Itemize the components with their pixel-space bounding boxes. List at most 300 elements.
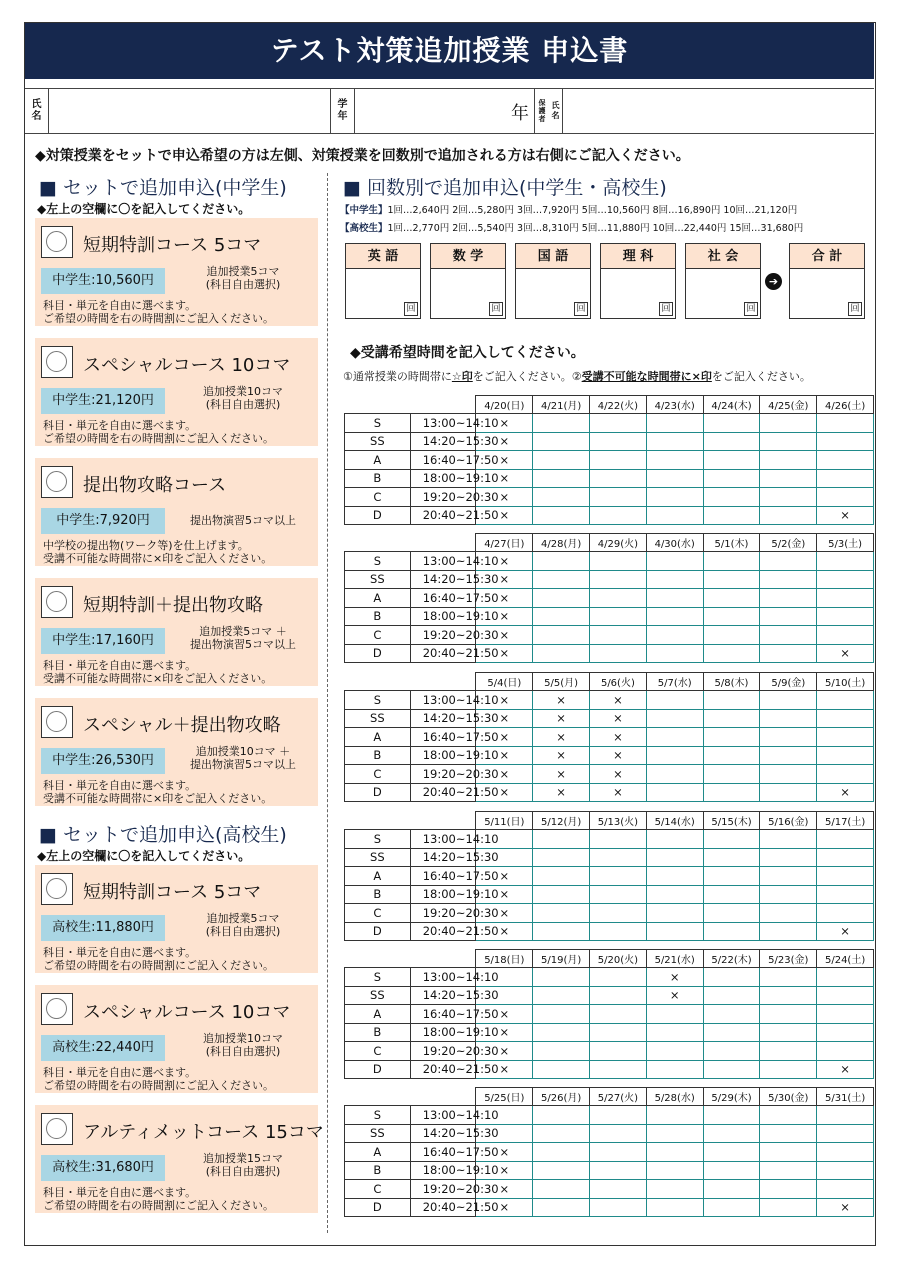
schedule-cell[interactable] (533, 830, 590, 849)
schedule-cell[interactable] (590, 1060, 647, 1079)
schedule-cell[interactable] (533, 626, 590, 645)
schedule-cell[interactable]: × (476, 626, 533, 645)
schedule-cell[interactable]: × (533, 765, 590, 784)
schedule-cell[interactable] (590, 848, 647, 867)
schedule-cell[interactable] (590, 885, 647, 904)
schedule-cell[interactable] (590, 1042, 647, 1061)
schedule-cell[interactable] (646, 1106, 703, 1125)
schedule-cell[interactable] (817, 1042, 874, 1061)
schedule-cell[interactable] (533, 1023, 590, 1042)
schedule-cell[interactable] (646, 885, 703, 904)
schedule-cell[interactable] (760, 1124, 817, 1143)
schedule-cell[interactable]: × (817, 783, 874, 802)
schedule-cell[interactable] (760, 783, 817, 802)
schedule-cell[interactable] (703, 1042, 760, 1061)
schedule-cell[interactable] (817, 904, 874, 923)
schedule-cell[interactable] (760, 885, 817, 904)
schedule-cell[interactable] (817, 414, 874, 433)
schedule-cell[interactable]: × (476, 1005, 533, 1024)
subject-count-box[interactable] (685, 243, 761, 319)
slot-time: 13:00~14:10 (410, 968, 476, 987)
schedule-cell[interactable] (760, 986, 817, 1005)
schedule-cell[interactable] (760, 414, 817, 433)
subject-count-box[interactable] (345, 243, 421, 319)
schedule-cell[interactable] (533, 1124, 590, 1143)
jh-set-heading: ■ セットで追加申込(中学生) (39, 177, 287, 199)
schedule-cell[interactable] (817, 626, 874, 645)
slot-code: C (345, 488, 411, 507)
course-select-box[interactable] (41, 586, 73, 618)
schedule-cell[interactable] (646, 414, 703, 433)
schedule-cell[interactable] (533, 1042, 590, 1061)
schedule-cell[interactable] (817, 765, 874, 784)
schedule-cell[interactable]: × (476, 414, 533, 433)
schedule-cell[interactable] (703, 1198, 760, 1217)
slot-code: D (345, 644, 411, 663)
schedule-cell[interactable] (760, 1198, 817, 1217)
slot-time: 20:40~21:50 (410, 1060, 476, 1079)
schedule-cell[interactable] (817, 1161, 874, 1180)
schedule-cell[interactable]: × (476, 765, 533, 784)
schedule-cell[interactable]: × (476, 589, 533, 608)
week-schedule-table (344, 533, 874, 663)
schedule-cell[interactable] (760, 451, 817, 470)
schedule-cell[interactable] (533, 1161, 590, 1180)
schedule-cell[interactable] (760, 1060, 817, 1079)
schedule-cell[interactable]: × (476, 1060, 533, 1079)
schedule-cell[interactable]: × (646, 986, 703, 1005)
course-select-box[interactable] (41, 466, 73, 498)
schedule-cell[interactable] (646, 830, 703, 849)
schedule-cell[interactable] (590, 1005, 647, 1024)
subject-label: 英 語 (346, 244, 420, 269)
schedule-cell[interactable] (646, 922, 703, 941)
schedule-cell[interactable] (817, 469, 874, 488)
slot-code: C (345, 904, 411, 923)
slot-code: B (345, 607, 411, 626)
schedule-cell[interactable] (703, 765, 760, 784)
time-slot-row (345, 1180, 874, 1199)
schedule-cell[interactable] (590, 626, 647, 645)
schedule-cell[interactable] (760, 746, 817, 765)
course-card (35, 218, 318, 326)
schedule-cell[interactable] (590, 570, 647, 589)
schedule-cell[interactable] (590, 1023, 647, 1042)
schedule-cell[interactable]: × (476, 570, 533, 589)
schedule-cell[interactable] (646, 867, 703, 886)
schedule-cell[interactable] (760, 552, 817, 571)
schedule-cell[interactable] (646, 1161, 703, 1180)
subject-count-box[interactable] (515, 243, 591, 319)
schedule-cell[interactable] (817, 607, 874, 626)
subject-count-box[interactable] (430, 243, 506, 319)
schedule-cell[interactable] (646, 506, 703, 525)
schedule-cell[interactable] (760, 1023, 817, 1042)
schedule-cell[interactable]: × (476, 728, 533, 747)
schedule-cell[interactable] (760, 830, 817, 849)
subject-count-box[interactable] (600, 243, 676, 319)
course-select-box[interactable] (41, 706, 73, 738)
schedule-cell[interactable]: × (590, 709, 647, 728)
schedule-cell[interactable] (646, 904, 703, 923)
schedule-cell[interactable] (533, 1198, 590, 1217)
schedule-cell[interactable] (590, 414, 647, 433)
schedule-cell[interactable] (646, 570, 703, 589)
schedule-cell[interactable]: × (533, 728, 590, 747)
course-name: 短期特訓コース 5コマ (83, 882, 262, 903)
schedule-cell[interactable] (703, 1180, 760, 1199)
schedule-cell[interactable] (646, 432, 703, 451)
schedule-cell[interactable]: × (476, 506, 533, 525)
grade-field[interactable] (355, 89, 535, 133)
schedule-cell[interactable] (760, 922, 817, 941)
schedule-cell[interactable] (646, 1005, 703, 1024)
slot-time: 13:00~14:10 (410, 1106, 476, 1125)
day-header: 4/28(月) (533, 534, 590, 552)
schedule-cell[interactable] (533, 607, 590, 626)
slot-time: 14:20~15:30 (410, 848, 476, 867)
schedule-cell[interactable] (590, 904, 647, 923)
schedule-cell[interactable]: × (476, 488, 533, 507)
schedule-cell[interactable]: × (817, 644, 874, 663)
schedule-cell[interactable] (533, 1060, 590, 1079)
schedule-cell[interactable] (590, 867, 647, 886)
schedule-cell[interactable] (817, 552, 874, 571)
schedule-cell[interactable] (533, 867, 590, 886)
schedule-cell[interactable] (533, 552, 590, 571)
course-card (35, 698, 318, 806)
schedule-cell[interactable] (817, 1143, 874, 1162)
schedule-cell[interactable] (817, 1124, 874, 1143)
schedule-cell[interactable] (646, 607, 703, 626)
schedule-cell[interactable] (760, 848, 817, 867)
schedule-cell[interactable] (590, 552, 647, 571)
schedule-cell[interactable] (703, 488, 760, 507)
slot-code: A (345, 728, 411, 747)
week-schedule-table (344, 395, 874, 525)
schedule-cell[interactable] (817, 1106, 874, 1125)
total-count-box[interactable] (789, 243, 865, 319)
schedule-cell[interactable] (533, 1180, 590, 1199)
schedule-cell[interactable]: × (476, 1042, 533, 1061)
schedule-cell[interactable] (590, 506, 647, 525)
schedule-cell[interactable] (703, 552, 760, 571)
schedule-cell[interactable] (703, 1161, 760, 1180)
schedule-cell[interactable] (703, 570, 760, 589)
schedule-cell[interactable] (646, 765, 703, 784)
schedule-cell[interactable]: × (476, 922, 533, 941)
schedule-cell[interactable] (760, 765, 817, 784)
schedule-cell[interactable] (760, 709, 817, 728)
schedule-cell[interactable] (817, 432, 874, 451)
schedule-cell[interactable] (646, 469, 703, 488)
schedule-cell[interactable] (760, 1161, 817, 1180)
schedule-cell[interactable]: × (476, 607, 533, 626)
schedule-cell[interactable] (760, 867, 817, 886)
schedule-cell[interactable] (646, 848, 703, 867)
schedule-cell[interactable]: × (476, 1143, 533, 1162)
schedule-cell[interactable] (760, 968, 817, 987)
schedule-cell[interactable] (703, 885, 760, 904)
day-header: 4/30(水) (646, 534, 703, 552)
slot-time: 18:00~19:10 (410, 746, 476, 765)
schedule-cell[interactable] (760, 626, 817, 645)
schedule-cell[interactable] (703, 968, 760, 987)
schedule-cell[interactable] (533, 469, 590, 488)
schedule-cell[interactable]: × (817, 506, 874, 525)
schedule-cell[interactable] (703, 830, 760, 849)
schedule-cell[interactable] (590, 1143, 647, 1162)
schedule-cell[interactable] (533, 922, 590, 941)
schedule-cell[interactable] (590, 451, 647, 470)
slot-code: B (345, 746, 411, 765)
schedule-cell[interactable]: × (533, 746, 590, 765)
schedule-cell[interactable] (533, 506, 590, 525)
schedule-cell[interactable] (646, 728, 703, 747)
schedule-cell[interactable] (646, 488, 703, 507)
schedule-cell[interactable]: × (476, 885, 533, 904)
schedule-cell[interactable] (703, 469, 760, 488)
schedule-cell[interactable] (590, 469, 647, 488)
schedule-cell[interactable] (533, 451, 590, 470)
schedule-cell[interactable] (703, 867, 760, 886)
schedule-cell[interactable] (817, 589, 874, 608)
schedule-cell[interactable] (703, 506, 760, 525)
schedule-cell[interactable] (590, 432, 647, 451)
schedule-cell[interactable] (646, 451, 703, 470)
schedule-cell[interactable] (817, 1180, 874, 1199)
schedule-cell[interactable] (703, 1023, 760, 1042)
schedule-cell[interactable] (760, 691, 817, 710)
schedule-cell[interactable] (533, 589, 590, 608)
schedule-cell[interactable]: × (476, 783, 533, 802)
schedule-cell[interactable] (817, 867, 874, 886)
schedule-cell[interactable]: × (476, 867, 533, 886)
schedule-cell[interactable] (760, 1106, 817, 1125)
schedule-cell[interactable]: × (476, 1198, 533, 1217)
time-slot-row (345, 432, 874, 451)
schedule-cell[interactable]: × (476, 746, 533, 765)
schedule-cell[interactable] (703, 904, 760, 923)
student-name-field[interactable] (49, 89, 331, 133)
guardian-name-field[interactable] (563, 89, 873, 133)
schedule-cell[interactable] (817, 1005, 874, 1024)
schedule-cell[interactable] (703, 589, 760, 608)
schedule-cell[interactable]: × (476, 1180, 533, 1199)
schedule-cell[interactable] (703, 644, 760, 663)
schedule-cell[interactable] (646, 644, 703, 663)
subject-label: 数 学 (431, 244, 505, 269)
schedule-cell[interactable] (760, 1143, 817, 1162)
schedule-cell[interactable] (703, 626, 760, 645)
schedule-cell[interactable] (533, 432, 590, 451)
circle-mark-icon (46, 998, 67, 1019)
schedule-cell[interactable] (533, 644, 590, 663)
schedule-cell[interactable] (760, 644, 817, 663)
schedule-cell[interactable] (590, 1180, 647, 1199)
slot-time: 18:00~19:10 (410, 885, 476, 904)
schedule-cell[interactable] (533, 488, 590, 507)
schedule-cell[interactable] (760, 432, 817, 451)
schedule-cell[interactable] (703, 922, 760, 941)
course-select-box[interactable] (41, 993, 73, 1025)
schedule-cell[interactable] (703, 1005, 760, 1024)
schedule-cell[interactable] (703, 1106, 760, 1125)
schedule-cell[interactable] (646, 1143, 703, 1162)
schedule-cell[interactable] (760, 570, 817, 589)
course-select-box[interactable] (41, 1113, 73, 1145)
schedule-cell[interactable] (703, 848, 760, 867)
schedule-cell[interactable] (533, 848, 590, 867)
schedule-cell[interactable] (533, 986, 590, 1005)
schedule-cell[interactable]: × (476, 1161, 533, 1180)
course-name: スペシャル＋提出物攻略 (83, 715, 281, 736)
schedule-cell[interactable] (817, 488, 874, 507)
schedule-cell[interactable] (590, 1198, 647, 1217)
slot-time: 18:00~19:10 (410, 1023, 476, 1042)
schedule-cell[interactable]: × (476, 904, 533, 923)
schedule-cell[interactable] (760, 469, 817, 488)
schedule-cell[interactable] (703, 1060, 760, 1079)
schedule-cell[interactable] (590, 1106, 647, 1125)
schedule-cell[interactable] (760, 904, 817, 923)
schedule-cell[interactable]: × (476, 451, 533, 470)
schedule-cell[interactable] (817, 986, 874, 1005)
schedule-cell[interactable] (646, 783, 703, 802)
schedule-cell[interactable] (817, 848, 874, 867)
course-select-box[interactable] (41, 873, 73, 905)
schedule-cell[interactable]: × (590, 783, 647, 802)
unit-label: 回 (489, 302, 503, 316)
schedule-cell[interactable] (533, 1106, 590, 1125)
schedule-cell[interactable] (646, 589, 703, 608)
schedule-cell[interactable]: × (476, 552, 533, 571)
schedule-cell[interactable] (646, 746, 703, 765)
schedule-cell[interactable] (590, 830, 647, 849)
schedule-cell[interactable] (817, 691, 874, 710)
schedule-cell[interactable]: × (476, 644, 533, 663)
schedule-cell[interactable] (817, 451, 874, 470)
schedule-cell[interactable] (703, 986, 760, 1005)
grade-label: 学 年 (331, 89, 355, 133)
schedule-cell[interactable] (817, 728, 874, 747)
schedule-cell[interactable] (646, 709, 703, 728)
schedule-cell[interactable] (703, 783, 760, 802)
schedule-cell[interactable] (646, 552, 703, 571)
schedule-cell[interactable]: × (817, 1060, 874, 1079)
time-slot-row (345, 589, 874, 608)
course-note: 追加授業10コマ (科目自由選択) (203, 1032, 283, 1058)
schedule-cell[interactable]: × (476, 709, 533, 728)
schedule-cell[interactable]: × (533, 691, 590, 710)
schedule-cell[interactable] (703, 691, 760, 710)
schedule-cell[interactable] (533, 904, 590, 923)
schedule-cell[interactable] (817, 570, 874, 589)
schedule-cell[interactable] (590, 607, 647, 626)
schedule-cell[interactable] (590, 488, 647, 507)
schedule-cell[interactable] (590, 968, 647, 987)
course-select-box[interactable] (41, 346, 73, 378)
schedule-cell[interactable] (533, 1005, 590, 1024)
schedule-cell[interactable]: × (817, 1198, 874, 1217)
schedule-cell[interactable] (533, 968, 590, 987)
schedule-cell[interactable] (533, 414, 590, 433)
slot-code: A (345, 589, 411, 608)
schedule-cell[interactable] (590, 986, 647, 1005)
schedule-cell[interactable]: × (533, 709, 590, 728)
schedule-cell[interactable]: × (533, 783, 590, 802)
schedule-cell[interactable] (703, 1124, 760, 1143)
schedule-cell[interactable] (817, 709, 874, 728)
schedule-cell[interactable] (646, 1124, 703, 1143)
schedule-cell[interactable] (760, 1005, 817, 1024)
schedule-cell[interactable]: × (817, 922, 874, 941)
form-title: テスト対策追加授業 申込書 (25, 23, 874, 79)
schedule-cell[interactable] (590, 1124, 647, 1143)
schedule-cell[interactable] (646, 1198, 703, 1217)
schedule-cell[interactable]: × (590, 746, 647, 765)
slot-time: 13:00~14:10 (410, 552, 476, 571)
schedule-cell[interactable] (533, 570, 590, 589)
schedule-cell[interactable] (760, 1180, 817, 1199)
schedule-cell[interactable]: × (590, 765, 647, 784)
course-name: 短期特訓コース 5コマ (83, 235, 262, 256)
schedule-cell[interactable]: × (590, 691, 647, 710)
schedule-cell[interactable] (760, 589, 817, 608)
schedule-cell[interactable]: × (476, 432, 533, 451)
schedule-cell[interactable] (817, 968, 874, 987)
schedule-cell[interactable] (703, 414, 760, 433)
schedule-cell[interactable]: × (590, 728, 647, 747)
schedule-cell[interactable] (760, 728, 817, 747)
schedule-cell[interactable] (817, 746, 874, 765)
schedule-cell[interactable] (703, 728, 760, 747)
slot-code: S (345, 414, 411, 433)
schedule-cell[interactable] (817, 830, 874, 849)
schedule-cell[interactable] (760, 488, 817, 507)
schedule-cell[interactable] (760, 607, 817, 626)
schedule-cell[interactable] (703, 451, 760, 470)
schedule-cell[interactable] (646, 691, 703, 710)
schedule-cell[interactable]: × (476, 469, 533, 488)
schedule-cell[interactable] (646, 1023, 703, 1042)
schedule-cell[interactable] (590, 644, 647, 663)
schedule-cell[interactable] (703, 746, 760, 765)
schedule-cell[interactable] (703, 607, 760, 626)
schedule-cell[interactable] (533, 1143, 590, 1162)
schedule-cell[interactable] (703, 709, 760, 728)
schedule-cell[interactable] (817, 885, 874, 904)
schedule-cell[interactable] (646, 626, 703, 645)
schedule-cell[interactable] (646, 1180, 703, 1199)
schedule-cell[interactable] (760, 1042, 817, 1061)
schedule-cell[interactable] (590, 1161, 647, 1180)
schedule-cell[interactable] (646, 1060, 703, 1079)
schedule-cell[interactable] (590, 922, 647, 941)
schedule-cell[interactable] (703, 1143, 760, 1162)
schedule-cell[interactable] (533, 885, 590, 904)
schedule-cell[interactable] (703, 432, 760, 451)
course-select-box[interactable] (41, 226, 73, 258)
schedule-cell[interactable]: × (476, 1023, 533, 1042)
schedule-cell[interactable] (817, 1023, 874, 1042)
schedule-cell[interactable]: × (646, 968, 703, 987)
time-slot-row (345, 922, 874, 941)
schedule-cell[interactable] (760, 506, 817, 525)
schedule-cell[interactable] (590, 589, 647, 608)
schedule-cell[interactable]: × (476, 691, 533, 710)
schedule-cell[interactable] (646, 1042, 703, 1061)
